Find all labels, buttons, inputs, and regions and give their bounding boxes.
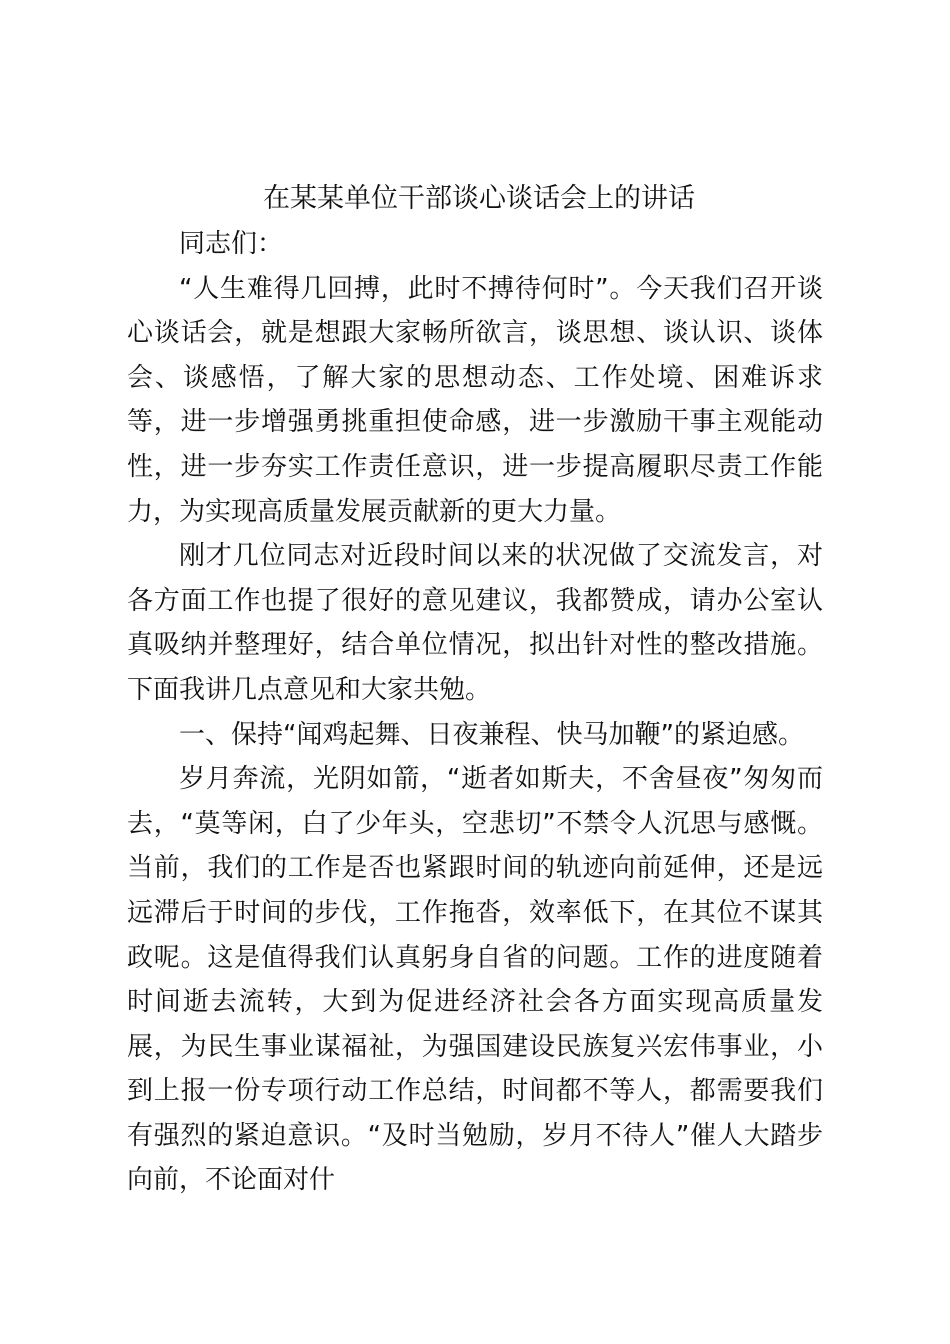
paragraph-intro: “人生难得几回搏，此时不搏待何时”。今天我们召开谈心谈话会，就是想跟大家畅所欲言，谈思想、谈认识、谈体会、谈感悟，了解大家的思想动态、工作处境、困难诉求等，进一步增强勇挑重担使命感，进一步激励干事主观能动性，进一步夯实工作责任意识，进一步提高履职尽责工作能力，为实现高质量发展贡献新的更大力量。: [127, 273, 823, 527]
section-heading-1: 一、保持“闻鸡起舞、日夜兼程、快马加鞭”的紧迫感。: [179, 719, 804, 750]
paragraph-urgency: 岁月奔流，光阴如箭，“逝者如斯夫，不舍昼夜”匆匆而去，“莫等闲，白了少年头，空悲切”不禁令人沉思与感慨。当前，我们的工作是否也紧跟时间的轨迹向前延伸，还是远远滞后于时间的步伐，工作拖沓，效率低下，在其位不谋其政呢。这是值得我们认真躬身自省的问题。工作的进度随着时间逝去流转，大到为促进经济社会各方面实现高质量发展，为民生事业谋福祉，为强国建设民族复兴宏伟事业，小到上报一份专项行动工作总结，时间都不等人，都需要我们有强烈的紧迫意识。“及时当勉励，岁月不待人”催人大踏步向前，不论面对什: [127, 764, 823, 1196]
document-body: [127, 176, 823, 1203]
paragraph-opinions: 刚才几位同志对近段时间以来的状况做了交流发言，对各方面工作也提了很好的意见建议，我都赞成，请办公室认真吸纳并整理好，结合单位情况，拟出针对性的整改措施。下面我讲几点意见和大家共勉。: [127, 541, 823, 705]
salutation: 同志们：: [179, 229, 284, 259]
document-title: 在某某单位干部谈心谈话会上的讲话: [263, 183, 695, 214]
